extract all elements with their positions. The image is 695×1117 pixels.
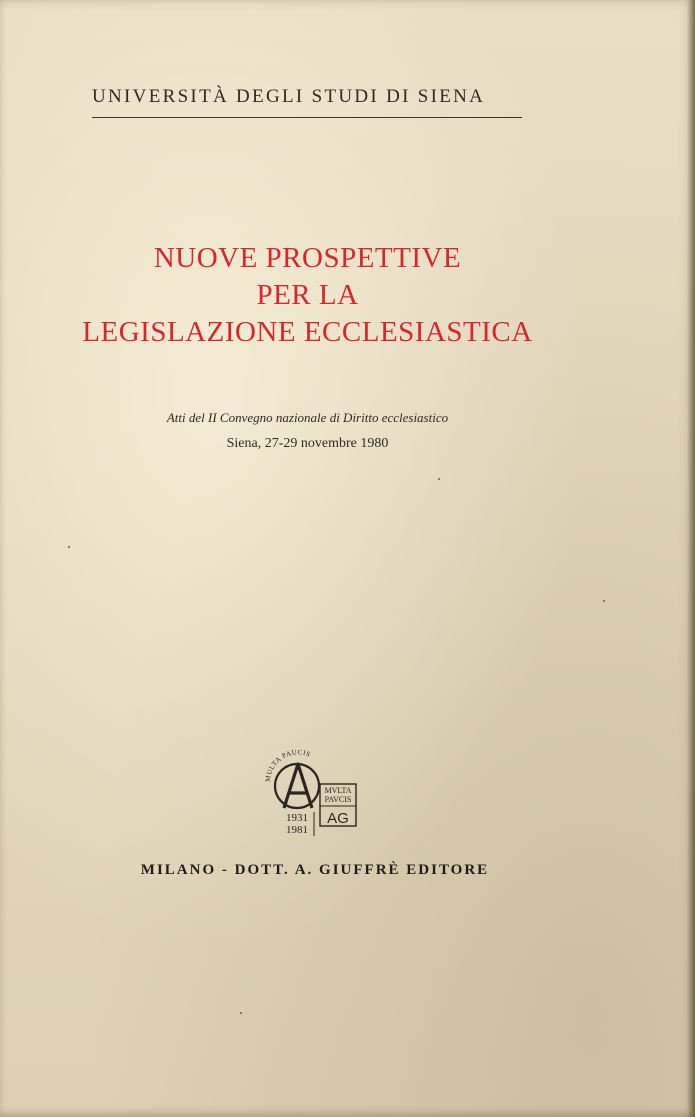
title-line-3: LEGISLAZIONE ECCLESIASTICA bbox=[82, 316, 533, 348]
logo-year-end: 1981 bbox=[286, 824, 308, 836]
logo-motto-arc: MULTA PAUCIS bbox=[263, 748, 312, 783]
conference-dateline: Siena, 27-29 novembre 1980 bbox=[226, 436, 389, 451]
title-line-1: NUOVE PROSPETTIVE bbox=[153, 242, 462, 274]
paper-speck bbox=[603, 600, 605, 602]
paper-speck bbox=[68, 546, 70, 548]
title-line-2: PER LA bbox=[256, 279, 359, 311]
logo-year-start: 1931 bbox=[286, 812, 308, 824]
logo-box-motto-2: PAVCIS bbox=[324, 795, 352, 804]
logo-box-motto-1: MVLTA bbox=[324, 786, 352, 795]
heading-rule bbox=[92, 117, 522, 118]
logo-monogram: AG bbox=[327, 810, 349, 827]
cover-edge-shadow bbox=[687, 0, 695, 1117]
paper-speck bbox=[240, 1012, 242, 1014]
conference-subtitle: Atti del II Convegno nazionale di Diritto ecclesiastico bbox=[166, 410, 449, 425]
publisher-imprint: MILANO - DOTT. A. GIUFFRÈ EDITORE bbox=[140, 862, 490, 878]
publisher-logo bbox=[262, 746, 364, 838]
logo-a-glyph bbox=[284, 764, 312, 808]
university-heading: UNIVERSITÀ DEGLI STUDI DI SIENA bbox=[92, 86, 486, 107]
paper-speck bbox=[438, 478, 440, 480]
book-title bbox=[0, 240, 615, 351]
